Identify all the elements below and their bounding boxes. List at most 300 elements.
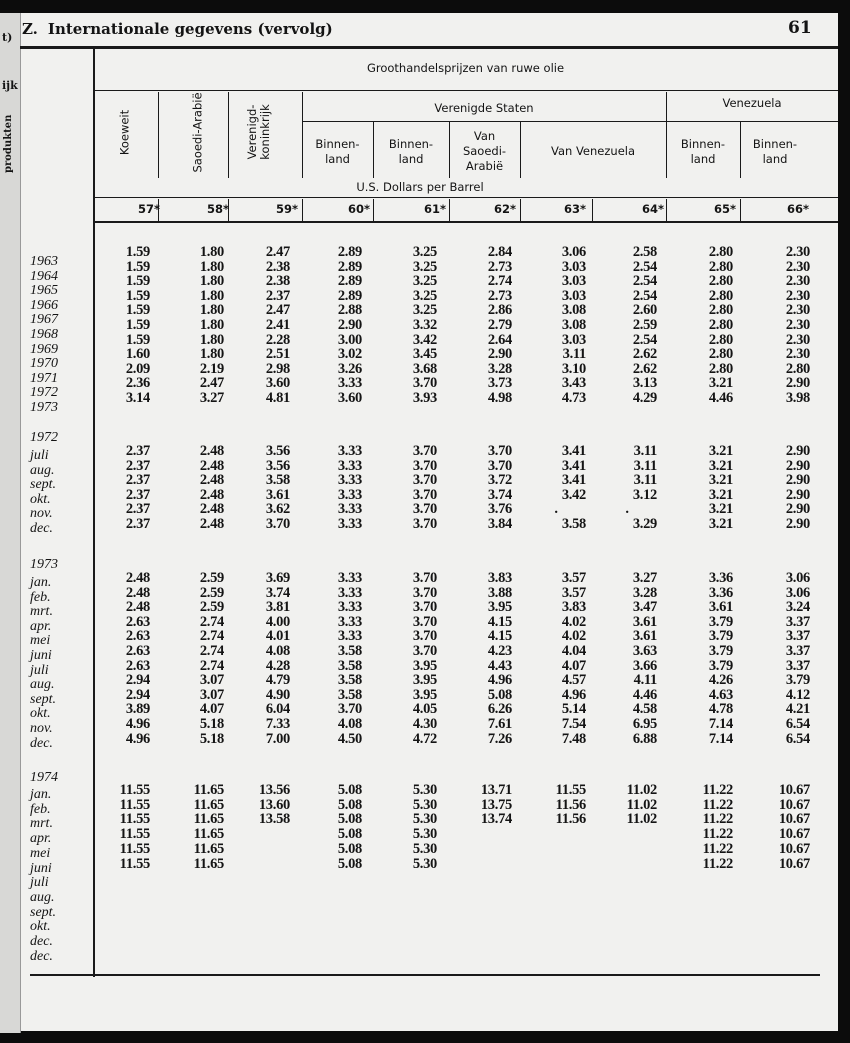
table-cell: 4.07 bbox=[561, 657, 586, 674]
column-number: 63* bbox=[563, 202, 587, 216]
table-cell: 3.07 bbox=[199, 686, 224, 703]
table-cell: 5.08 bbox=[337, 840, 362, 857]
table-cell: 3.11 bbox=[562, 346, 586, 363]
table-cell: 3.70 bbox=[412, 472, 437, 488]
row-label: mrt. bbox=[30, 816, 53, 832]
table-cell: 3.70 bbox=[487, 457, 512, 474]
table-cell: 3.70 bbox=[412, 628, 437, 645]
table-cell: 3.26 bbox=[337, 360, 362, 377]
table-cell: 2.36 bbox=[125, 375, 150, 392]
column-number: 61* bbox=[423, 202, 447, 216]
table-cell: 3.89 bbox=[125, 701, 150, 718]
table-cell: 10.67 bbox=[778, 826, 810, 843]
table-cell: 2.63 bbox=[125, 613, 150, 630]
table-cell: 1.80 bbox=[199, 317, 224, 333]
previous-page-fragment: t) bbox=[2, 31, 13, 44]
table-cell: 3.29 bbox=[632, 515, 657, 532]
table-cell: 2.28 bbox=[265, 331, 290, 348]
table-cell: 2.62 bbox=[632, 346, 657, 363]
table-cell: 4.46 bbox=[708, 390, 733, 406]
table-cell: 1.80 bbox=[199, 346, 224, 363]
table-cell: 2.19 bbox=[199, 360, 224, 377]
table-cell: 4.23 bbox=[487, 643, 512, 659]
table-cell: 3.02 bbox=[337, 346, 362, 363]
row-label: juli bbox=[30, 662, 49, 678]
table-cell: 3.63 bbox=[632, 643, 657, 659]
table-cell: 2.62 bbox=[632, 360, 657, 377]
table-cell: 11.55 bbox=[555, 782, 586, 798]
table-cell: 3.70 bbox=[412, 375, 437, 392]
table-cell: 2.48 bbox=[199, 443, 224, 459]
row-label: dec. bbox=[30, 934, 53, 949]
table-cell: 5.08 bbox=[337, 811, 362, 828]
table-cell: 3.25 bbox=[412, 273, 437, 290]
column-divider bbox=[158, 92, 159, 178]
table-cell: 3.24 bbox=[785, 599, 810, 616]
table-cell: 3.08 bbox=[561, 302, 586, 319]
table-cell: 2.59 bbox=[199, 570, 224, 586]
row-label: 1968 bbox=[30, 327, 58, 342]
table-cell: 2.30 bbox=[785, 258, 810, 275]
table-cell: 3.33 bbox=[337, 457, 362, 474]
table-cell: 2.37 bbox=[265, 287, 290, 304]
table-cell: 3.72 bbox=[487, 472, 512, 488]
table-cell: 2.64 bbox=[487, 331, 512, 348]
table-cell: 3.21 bbox=[708, 501, 733, 517]
table-cell: 5.08 bbox=[337, 782, 362, 798]
table-cell: 10.67 bbox=[778, 796, 810, 813]
table-cell: 3.83 bbox=[487, 570, 512, 586]
table-cell: 3.88 bbox=[487, 584, 512, 601]
table-cell: 6.54 bbox=[785, 730, 810, 747]
table-cell: 2.30 bbox=[785, 244, 810, 260]
block-year-heading: 1973 bbox=[30, 557, 58, 572]
table-cell: 11.65 bbox=[193, 840, 224, 857]
table-cell: 4.00 bbox=[265, 613, 290, 630]
table-cell: 1.59 bbox=[125, 317, 150, 333]
table-cell: 3.33 bbox=[337, 375, 362, 392]
table-cell: 3.95 bbox=[412, 672, 437, 689]
table-cell: 1.59 bbox=[125, 302, 150, 319]
column-number: 62* bbox=[493, 202, 517, 216]
table-cell: 3.70 bbox=[412, 501, 437, 517]
table-cell: 11.65 bbox=[193, 826, 224, 843]
table-cell: 2.37 bbox=[125, 472, 150, 488]
table-cell: 4.15 bbox=[487, 613, 512, 630]
row-label: 1972 bbox=[30, 385, 58, 401]
table-cell: 3.58 bbox=[337, 657, 362, 674]
table-cell: 4.50 bbox=[337, 730, 362, 747]
table-cell: 4.30 bbox=[412, 716, 437, 732]
table-cell: 3.25 bbox=[412, 302, 437, 319]
table-cell: 4.79 bbox=[265, 672, 290, 689]
table-cell: 2.84 bbox=[487, 244, 512, 260]
header-line: Verenigd- bbox=[245, 104, 259, 160]
scan-border-bottom bbox=[0, 1031, 850, 1043]
table-cell: 2.79 bbox=[487, 317, 512, 333]
table-cell: 13.56 bbox=[258, 782, 290, 798]
table-cell: 3.70 bbox=[412, 643, 437, 659]
table-cell: 2.80 bbox=[708, 244, 733, 260]
column-header-vs-binnenland-2 bbox=[373, 137, 449, 167]
table-cell: 3.25 bbox=[412, 287, 437, 304]
table-cell: 4.98 bbox=[487, 390, 512, 406]
table-cell: 2.47 bbox=[265, 302, 290, 319]
table-cell: 7.14 bbox=[708, 716, 733, 732]
table-cell: 3.74 bbox=[487, 486, 512, 503]
row-label: 1965 bbox=[30, 283, 58, 299]
table-cell: 2.37 bbox=[125, 443, 150, 459]
table-cell: 4.96 bbox=[487, 672, 512, 689]
header-line: Van bbox=[473, 129, 496, 143]
column-header-koeweit: Koeweit bbox=[117, 109, 132, 156]
table-cell: 2.90 bbox=[487, 346, 512, 363]
table-cell: 5.14 bbox=[561, 701, 586, 718]
scan-border-right bbox=[838, 0, 850, 1043]
table-cell: 13.75 bbox=[480, 796, 512, 813]
table-cell: 11.55 bbox=[119, 811, 150, 828]
table-cell: 3.21 bbox=[708, 486, 733, 503]
table-cell: 2.80 bbox=[708, 287, 733, 304]
table-cell: 2.74 bbox=[199, 657, 224, 674]
row-label: dec. bbox=[30, 948, 53, 964]
table-cell: 2.30 bbox=[785, 331, 810, 348]
table-cell: 3.28 bbox=[632, 584, 657, 601]
table-cell: 3.32 bbox=[412, 317, 437, 333]
table-cell: 10.67 bbox=[778, 855, 810, 872]
table-cell: 11.55 bbox=[119, 826, 150, 843]
table-cell: 4.28 bbox=[265, 657, 290, 674]
table-cell: 1.60 bbox=[125, 346, 150, 363]
table-cell: 2.48 bbox=[199, 457, 224, 474]
table-cell: 2.54 bbox=[632, 258, 657, 275]
row-label: aug. bbox=[30, 677, 55, 693]
table-cell: 3.79 bbox=[708, 643, 733, 659]
table-cell: 3.03 bbox=[561, 273, 586, 290]
table-cell: 3.33 bbox=[337, 486, 362, 503]
table-cell: 2.80 bbox=[708, 346, 733, 363]
column-header-saoedi-arabie: Saoedi-Arabië bbox=[190, 92, 205, 173]
table-cell: 2.90 bbox=[785, 443, 810, 459]
table-cell: 13.60 bbox=[258, 796, 290, 813]
column-divider bbox=[228, 92, 229, 178]
table-cell: 4.58 bbox=[632, 701, 657, 718]
table-cell: 3.70 bbox=[337, 701, 362, 718]
header-line: Binnen- bbox=[388, 137, 434, 151]
table-cell: 3.37 bbox=[785, 657, 810, 674]
row-label: mei bbox=[30, 633, 51, 649]
header-rule bbox=[93, 90, 838, 91]
column-number: 65* bbox=[713, 202, 737, 216]
table-cell: 2.30 bbox=[785, 287, 810, 304]
table-cell: 2.89 bbox=[337, 273, 362, 290]
column-header-verenigd-koninkrijk bbox=[246, 87, 274, 177]
page-number: 61 bbox=[788, 18, 812, 38]
table-cell: 4.05 bbox=[412, 701, 437, 718]
table-cell: 3.70 bbox=[412, 570, 437, 586]
table-cell: 4.43 bbox=[487, 657, 512, 674]
row-label: dec. bbox=[30, 520, 53, 536]
table-cell: 5.08 bbox=[337, 826, 362, 843]
row-label: 1970 bbox=[30, 356, 58, 372]
table-cell: 2.48 bbox=[199, 486, 224, 503]
table-cell: 4.96 bbox=[125, 716, 150, 732]
table-cell: 2.59 bbox=[199, 584, 224, 601]
previous-page-fragment: produkten bbox=[3, 114, 14, 173]
table-cell: 6.88 bbox=[632, 730, 657, 747]
table-cell: 3.95 bbox=[412, 657, 437, 674]
table-cell: 5.30 bbox=[412, 840, 437, 857]
table-cell: 11.22 bbox=[702, 796, 733, 813]
table-cell: 3.57 bbox=[561, 584, 586, 601]
table-cell: 4.02 bbox=[561, 613, 586, 630]
table-cell: 6.04 bbox=[265, 701, 290, 718]
table-cell: 3.25 bbox=[412, 244, 437, 260]
column-header-venezuela-binnenland-2 bbox=[740, 137, 810, 167]
table-cell: 3.36 bbox=[708, 584, 733, 601]
table-cell: 4.29 bbox=[632, 390, 657, 406]
row-label: 1969 bbox=[30, 341, 58, 357]
table-cell: 4.90 bbox=[265, 686, 290, 703]
table-cell: 3.33 bbox=[337, 628, 362, 645]
table-cell: 2.80 bbox=[785, 360, 810, 377]
row-label: 1971 bbox=[30, 370, 58, 386]
table-cell: 4.63 bbox=[708, 686, 733, 703]
table-cell: 3.33 bbox=[337, 599, 362, 616]
row-label: aug. bbox=[30, 462, 55, 478]
column-number: 60* bbox=[347, 202, 371, 216]
header-line: koninkrijk bbox=[258, 104, 272, 160]
table-cell: 7.33 bbox=[265, 716, 290, 732]
table-cell: 13.74 bbox=[480, 811, 512, 828]
row-label: 1967 bbox=[30, 312, 58, 328]
table-cell: 2.59 bbox=[632, 317, 657, 333]
table-cell: 3.06 bbox=[561, 244, 586, 260]
table-cell: 3.95 bbox=[412, 686, 437, 703]
table-cell: 3.21 bbox=[708, 515, 733, 532]
table-cell: 11.65 bbox=[193, 782, 224, 798]
table-cell: 1.59 bbox=[125, 287, 150, 304]
header-line: Binnen- bbox=[752, 137, 798, 151]
table-cell: 3.47 bbox=[632, 599, 657, 616]
table-cell: 3.45 bbox=[412, 346, 437, 363]
table-cell: 3.79 bbox=[708, 628, 733, 645]
table-cell: 7.00 bbox=[265, 730, 290, 747]
table-cell: 4.78 bbox=[708, 701, 733, 718]
row-label: 1966 bbox=[30, 297, 58, 313]
table-cell: 4.26 bbox=[708, 672, 733, 689]
row-label: okt. bbox=[30, 706, 51, 722]
table-cell: 3.79 bbox=[708, 613, 733, 630]
table-cell: 2.74 bbox=[199, 628, 224, 645]
table-cell: 2.74 bbox=[487, 273, 512, 290]
column-number: 58* bbox=[206, 202, 230, 216]
table-cell: 2.59 bbox=[199, 599, 224, 616]
table-cell: 4.04 bbox=[561, 643, 586, 659]
table-cell: 3.03 bbox=[561, 331, 586, 348]
table-cell: 7.14 bbox=[708, 730, 733, 747]
table-cell: 3.81 bbox=[265, 599, 290, 616]
table-cell: 5.30 bbox=[412, 826, 437, 843]
table-cell: 3.37 bbox=[785, 628, 810, 645]
table-cell: 2.38 bbox=[265, 258, 290, 275]
header-line: land bbox=[762, 152, 788, 166]
table-cell: 6.54 bbox=[785, 716, 810, 732]
table-cell: 2.37 bbox=[125, 457, 150, 474]
table-cell: 2.30 bbox=[785, 346, 810, 363]
table-cell: 5.18 bbox=[199, 716, 224, 732]
table-cell: 3.28 bbox=[487, 360, 512, 377]
table-cell: . bbox=[554, 501, 558, 517]
table-cell: 7.26 bbox=[487, 730, 512, 747]
table-cell: 2.98 bbox=[265, 360, 290, 377]
table-cell: 3.33 bbox=[337, 584, 362, 601]
table-cell: 3.42 bbox=[412, 331, 437, 348]
table-cell: 2.88 bbox=[337, 302, 362, 319]
table-cell: 11.55 bbox=[119, 796, 150, 813]
table-cell: 3.70 bbox=[412, 515, 437, 532]
table-cell: 3.60 bbox=[337, 390, 362, 406]
table-cell: 3.79 bbox=[708, 657, 733, 674]
row-label: mrt. bbox=[30, 604, 53, 620]
row-label: apr. bbox=[30, 618, 52, 634]
table-cell: 2.80 bbox=[708, 258, 733, 275]
table-cell: 2.48 bbox=[199, 515, 224, 532]
table-cell: 1.59 bbox=[125, 331, 150, 348]
table-cell: . bbox=[625, 501, 629, 517]
table-cell: 4.21 bbox=[785, 701, 810, 718]
table-cell: 4.07 bbox=[199, 701, 224, 718]
table-cell: 3.03 bbox=[561, 258, 586, 275]
table-cell: 3.79 bbox=[785, 672, 810, 689]
group-header-verenigde-staten: Verenigde Staten bbox=[434, 101, 534, 115]
table-cell: 4.15 bbox=[487, 628, 512, 645]
table-cell: 3.58 bbox=[265, 472, 290, 488]
table-cell: 3.13 bbox=[632, 375, 657, 392]
row-label: juni bbox=[30, 860, 52, 876]
header-line: Saoedi- bbox=[462, 144, 507, 158]
table-cell: 5.08 bbox=[337, 855, 362, 872]
previous-page-edge bbox=[0, 13, 21, 1033]
table-cell: 3.70 bbox=[412, 599, 437, 616]
table-cell: 3.84 bbox=[487, 515, 512, 532]
table-cell: 3.60 bbox=[265, 375, 290, 392]
table-cell: 2.73 bbox=[487, 287, 512, 304]
header-line: Binnen- bbox=[680, 137, 726, 151]
table-cell: 11.55 bbox=[119, 840, 150, 857]
table-cell: 4.08 bbox=[265, 643, 290, 659]
table-cell: 4.96 bbox=[125, 730, 150, 747]
table-cell: 2.48 bbox=[125, 570, 150, 586]
table-cell: 5.08 bbox=[337, 796, 362, 813]
table-cell: 2.60 bbox=[632, 302, 657, 319]
row-label: aug. bbox=[30, 889, 55, 905]
table-cell: 1.59 bbox=[125, 258, 150, 275]
section-title: Internationale gegevens (vervolg) bbox=[47, 20, 333, 38]
table-cell: 3.69 bbox=[265, 570, 290, 586]
table-caption: Groothandelsprijzen van ruwe olie bbox=[366, 61, 565, 75]
row-label: jan. bbox=[30, 787, 52, 802]
table-cell: 2.30 bbox=[785, 302, 810, 319]
table-cell: 2.73 bbox=[487, 258, 512, 275]
table-cell: 11.22 bbox=[702, 855, 733, 872]
table-cell: 4.12 bbox=[785, 686, 810, 703]
row-label: dec. bbox=[30, 735, 53, 751]
table-cell: 3.61 bbox=[632, 628, 657, 645]
table-cell: 4.02 bbox=[561, 628, 586, 645]
table-cell: 2.80 bbox=[708, 302, 733, 319]
table-cell: 1.80 bbox=[199, 287, 224, 304]
table-cell: 3.27 bbox=[199, 390, 224, 406]
header-line: Binnen- bbox=[315, 137, 360, 151]
table-cell: 2.74 bbox=[199, 613, 224, 630]
table-cell: 2.58 bbox=[632, 244, 657, 260]
table-cell: 3.43 bbox=[561, 375, 586, 392]
table-cell: 5.30 bbox=[412, 796, 437, 813]
table-cell: 11.22 bbox=[702, 811, 733, 828]
table-cell: 7.61 bbox=[487, 716, 512, 732]
table-cell: 3.08 bbox=[561, 317, 586, 333]
table-cell: 3.56 bbox=[265, 457, 290, 474]
table-cell: 3.56 bbox=[265, 443, 290, 459]
column-number-rule bbox=[93, 221, 838, 223]
table-cell: 3.93 bbox=[412, 390, 437, 406]
table-cell: 3.37 bbox=[785, 613, 810, 630]
section-letter: Z. bbox=[22, 20, 38, 38]
table-cell: 2.48 bbox=[125, 584, 150, 601]
table-cell: 3.21 bbox=[708, 457, 733, 474]
table-cell: 2.09 bbox=[125, 360, 150, 377]
block-year-heading: 1974 bbox=[30, 770, 58, 785]
table-cell: 10.67 bbox=[778, 811, 810, 828]
table-cell: 7.54 bbox=[561, 716, 586, 732]
table-cell: 11.56 bbox=[555, 796, 586, 813]
table-cell: 2.90 bbox=[785, 375, 810, 392]
table-cell: 3.33 bbox=[337, 501, 362, 517]
table-cell: 3.21 bbox=[708, 472, 733, 488]
table-cell: 3.00 bbox=[337, 331, 362, 348]
table-cell: 11.22 bbox=[702, 840, 733, 857]
table-cell: 2.80 bbox=[708, 317, 733, 333]
table-cell: 3.11 bbox=[633, 472, 657, 488]
table-cell: 6.26 bbox=[487, 701, 512, 718]
table-cell: 6.95 bbox=[632, 716, 657, 732]
unit-label: U.S. Dollars per Barrel bbox=[356, 180, 484, 194]
table-cell: 1.80 bbox=[199, 244, 224, 260]
column-number: 64* bbox=[641, 202, 665, 216]
table-cell: 4.11 bbox=[633, 672, 657, 689]
table-cell: 11.02 bbox=[626, 782, 657, 798]
table-cell: 3.33 bbox=[337, 515, 362, 532]
table-cell: 4.72 bbox=[412, 730, 437, 747]
table-cell: 13.58 bbox=[258, 811, 290, 828]
table-cell: 13.71 bbox=[480, 782, 512, 798]
table-cell: 3.41 bbox=[561, 457, 586, 474]
row-label: okt. bbox=[30, 919, 51, 935]
row-label: nov. bbox=[30, 506, 53, 521]
row-label: feb. bbox=[30, 589, 51, 605]
table-cell: 3.12 bbox=[632, 486, 657, 503]
column-number: 57* bbox=[137, 202, 161, 216]
table-cell: 3.33 bbox=[337, 570, 362, 586]
block-year-heading: 1972 bbox=[30, 430, 58, 445]
table-cell: 2.30 bbox=[785, 273, 810, 290]
row-label: mei bbox=[30, 845, 51, 861]
column-header-vs-binnenland-1 bbox=[302, 137, 373, 167]
table-cell: 3.37 bbox=[785, 643, 810, 659]
row-label: okt. bbox=[30, 491, 51, 507]
table-cell: 2.94 bbox=[125, 672, 150, 689]
